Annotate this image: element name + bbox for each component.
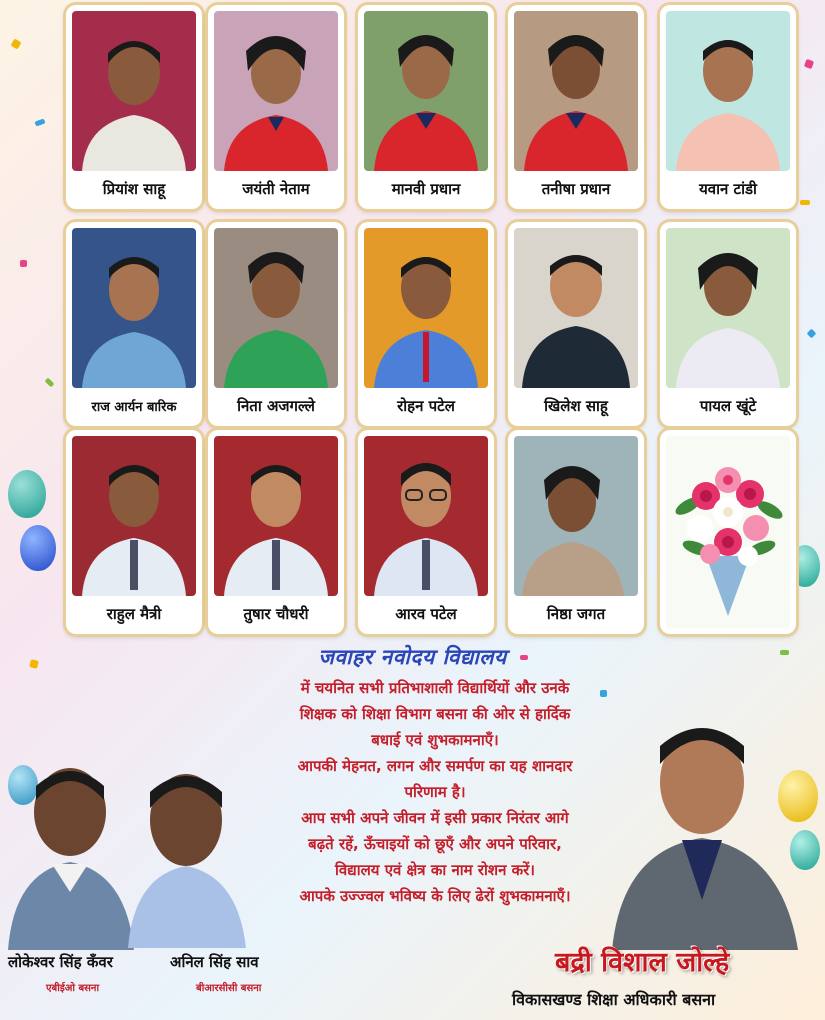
message-line: आपके उज्ज्वल भविष्य के लिए ढेरों शुभकामनाएँ। [299,887,571,905]
student-card [508,430,644,634]
student-name: राज आर्यन बारिक [91,400,177,415]
student-card [660,5,796,209]
message-line: परिणाम है। [404,783,466,801]
official-middle-role: बीआरसीसी बसना [196,983,262,994]
student-card [208,222,344,426]
bouquet-card [660,430,796,634]
student-card [358,222,494,426]
student-photo [514,436,638,596]
student-photo [72,436,196,596]
student-card [66,430,202,634]
student-name: मानवी प्रधान [391,180,461,198]
message-line: आप सभी अपने जीवन में इसी प्रकार निरंतर आगे [301,809,569,827]
official-photo-middle [128,748,246,948]
student-card [660,222,796,426]
student-name: खिलेश साहू [544,397,608,415]
student-name: रोहन पटेल [397,397,455,415]
student-photo [514,11,638,171]
student-name: जयंती नेताम [242,180,310,198]
student-photo [214,228,338,388]
message-line: बढ़ते रहें, ऊँचाइयों को छूएँ और अपने परिवार, [308,835,562,853]
message-line: में चयनित सभी प्रतिभाशाली विद्यार्थियों और उनके [300,679,570,697]
student-name: तुषार चौधरी [243,605,309,623]
student-photo [214,11,338,171]
student-photo [364,436,488,596]
student-card [208,5,344,209]
student-photo [214,436,338,596]
official-middle-name: अनिल सिंह साव [170,953,259,971]
official-left-name: लोकेश्वर सिंह कँवर [8,953,113,971]
student-name: तनीषा प्रधान [541,180,611,198]
message-line: आपकी मेहनत, लगन और समर्पण का यह शानदार [297,757,573,775]
student-photo [72,228,196,388]
official-photo-left [8,742,138,950]
student-card [358,5,494,209]
student-photo [364,11,488,171]
student-card [508,5,644,209]
congratulation-message [225,675,645,909]
student-card [66,5,202,209]
message-line: बधाई एवं शुभकामनाएँ। [371,731,499,749]
student-card [508,222,644,426]
student-card [208,430,344,634]
official-left-role: एबीईओ बसना [46,983,100,994]
message-line: विद्यालय एवं क्षेत्र का नाम रोशन करें। [335,861,535,879]
student-name: राहुल मैत्री [106,605,162,623]
school-title: जवाहर नवोदय विद्यालय [318,644,507,669]
balloon-icon [20,525,56,571]
message-line: शिक्षक को शिक्षा विभाग बसना की ओर से हार्दिक [299,705,571,723]
student-photo [364,228,488,388]
student-photo [666,11,790,171]
student-name: पायल खूंटे [699,397,757,415]
student-card [358,430,494,634]
student-photo [666,228,790,388]
student-name: प्रियांश साहू [102,180,166,198]
student-name: यवान टांडी [699,180,757,198]
student-name: आरव पटेल [395,605,457,623]
official-photo-right [612,700,798,950]
student-name: निता अजगल्ले [237,397,315,415]
official-right-name: बद्री विशाल जोल्हे [555,947,730,978]
student-card [66,222,202,426]
flower-bouquet-icon [666,436,790,628]
student-photo [72,11,196,171]
official-right-role: विकासखण्ड शिक्षा अधिकारी बसना [512,990,716,1009]
student-photo [514,228,638,388]
student-name: निष्ठा जगत [546,605,606,623]
balloon-icon [8,470,46,518]
